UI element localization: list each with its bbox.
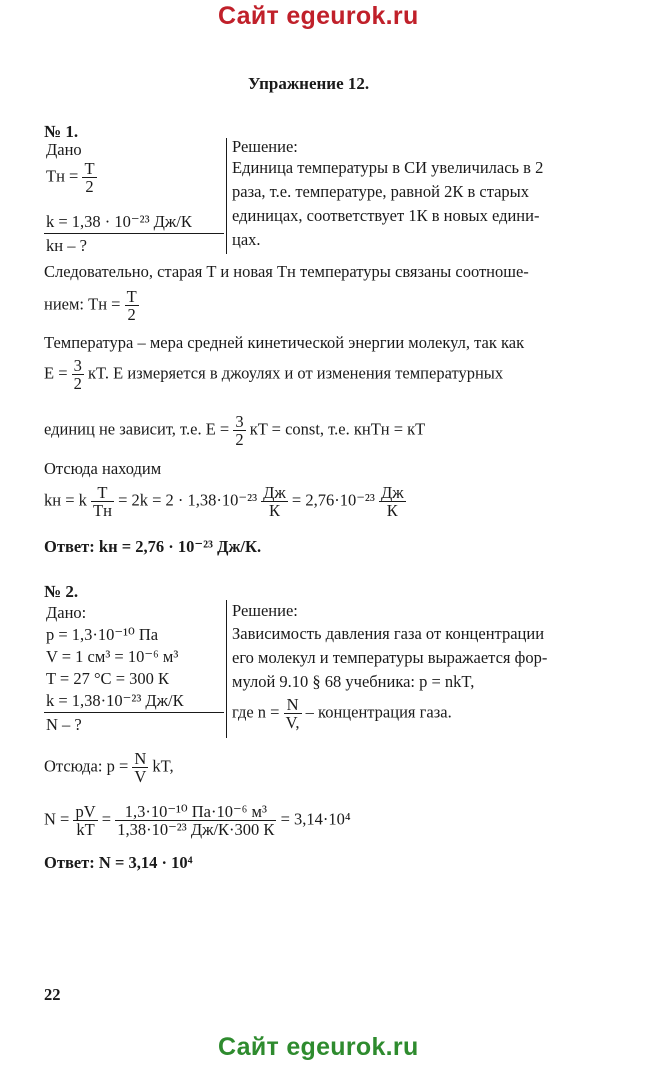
fraction-denominator: 2	[235, 430, 244, 449]
fraction-denominator: Tн	[93, 501, 112, 520]
given-line: T = 27 °C = 300 К	[46, 669, 170, 688]
calc-eq: = 2,76·10⁻²³	[291, 490, 375, 510]
problem-2-number: № 2.	[44, 582, 79, 601]
fraction-numerator: N	[284, 696, 302, 714]
fraction-numerator: T	[126, 287, 137, 306]
given-T-lhs: Tн =	[46, 166, 79, 186]
calc-lhs: kн = k	[44, 490, 87, 510]
energy-lhs: E =	[44, 363, 68, 383]
fraction-denominator: V	[134, 767, 147, 786]
solution-line: единицах, соответствует 1К в новых едини-	[232, 206, 540, 225]
fraction-denominator: kT	[76, 820, 95, 839]
problem-1-find: kн – ?	[46, 236, 87, 255]
solution-where	[232, 696, 452, 731]
fraction-numerator: 1,3·10⁻¹⁰ Па·10⁻⁶ м³	[115, 803, 276, 821]
from-formula	[44, 750, 174, 785]
fraction-denominator: 2	[85, 177, 94, 196]
energy-rest: кT. E измеряется в джоулях и от изменения температурных	[88, 363, 504, 383]
text-line: Температура – мера средней кинетической энергии молекул, так как	[44, 333, 525, 352]
from-prefix: Отсюда: p =	[44, 756, 129, 776]
where-rest: – концентрация газа.	[305, 702, 452, 722]
given-divider	[44, 712, 224, 713]
given-line: p = 1,3·10⁻¹⁰ Па	[46, 625, 159, 644]
calc-fraction-2	[261, 484, 288, 519]
relation-fraction	[125, 288, 139, 323]
problem-1-solution-label: Решение:	[232, 137, 298, 156]
footer-watermark: Сайт egeurok.ru	[218, 1033, 419, 1061]
problem-1-given-k: k = 1,38 · 10⁻²³ Дж/К	[46, 212, 192, 231]
fraction-numerator: N	[134, 749, 147, 768]
fraction-numerator: T	[91, 484, 114, 502]
header-watermark: Сайт egeurok.ru	[218, 2, 419, 30]
given-T-fraction	[82, 160, 96, 195]
fraction-denominator: 1,38·10⁻²³ Дж/К·300 К	[117, 820, 275, 839]
calc-formula	[44, 484, 406, 519]
text-line-const	[44, 413, 425, 448]
solution-line: мулой 9.10 § 68 учебника: p = nkT,	[232, 672, 475, 691]
given-line: k = 1,38·10⁻²³ Дж/К	[46, 691, 184, 710]
problem-1-answer: Ответ: kн = 2,76 · 10⁻²³ Дж/К.	[44, 537, 262, 556]
N-result: = 3,14·10⁴	[280, 809, 351, 829]
text-line-relation	[44, 288, 139, 323]
energy-fraction	[72, 357, 84, 392]
fraction-denominator: V,	[285, 713, 300, 732]
const-fraction	[233, 413, 245, 448]
problem-2-solution-label: Решение:	[232, 601, 298, 620]
problem-1-number: № 1.	[44, 122, 79, 141]
fraction-numerator: 3	[235, 412, 244, 431]
given-line: V = 1 см³ = 10⁻⁶ м³	[46, 647, 179, 666]
relation-prefix: нием: Tн =	[44, 294, 121, 314]
N-formula: N = $\frac{pV}{kT}$ = $\frac{\text{1,3·10⁻¹⁰ Па·10⁻⁶ м³}}{\text{1,38·10⁻²³ Дж/К·300 К}}$ = 3,14·10⁴	[44, 802, 351, 839]
page-title: Упражнение 12.	[248, 74, 370, 93]
const-rest: кT = const, т.е. кнTн = кT	[249, 419, 426, 439]
problem-1-given-T	[46, 160, 97, 195]
problem-2-find: N – ?	[46, 715, 82, 734]
given-divider	[44, 233, 224, 234]
solution-line: его молекул и температуры выражается фор-	[232, 648, 548, 667]
from-rest: kT,	[152, 756, 174, 776]
fraction-numerator: pV	[75, 802, 96, 821]
const-prefix: единиц не зависит, т.е. E =	[44, 419, 230, 439]
fraction-numerator: 3	[73, 356, 82, 375]
calc-fraction-3	[379, 484, 406, 519]
from-fraction	[132, 750, 148, 785]
text-line: Следовательно, старая T и новая Tн температуры связаны соотноше-	[44, 262, 529, 281]
text-line-energy	[44, 357, 503, 392]
calc-fraction-1	[91, 484, 114, 519]
problem-2-given-label: Дано:	[46, 603, 87, 622]
calc-mid: = 2k = 2 · 1,38·10⁻²³	[118, 490, 258, 510]
fraction-numerator: Дж	[263, 483, 286, 502]
N-fraction-1	[73, 803, 97, 838]
solution-line: раза, т.е. температуре, равной 2К в старых	[232, 182, 530, 201]
fraction-denominator: К	[268, 501, 280, 520]
fraction-denominator: 2	[127, 305, 136, 324]
fraction-numerator: Дж	[380, 483, 404, 502]
fraction-numerator: T	[84, 159, 95, 178]
solution-line: цах.	[232, 230, 261, 249]
problem-2-answer: Ответ: N = 3,14 · 10⁴	[44, 853, 193, 872]
where-fraction	[284, 696, 302, 731]
text-line: Отсюда находим	[44, 459, 162, 478]
solution-line: Единица температуры в СИ увеличилась в 2	[232, 158, 544, 177]
given-separator	[226, 600, 227, 738]
solution-line: Зависимость давления газа от концентрации	[232, 624, 545, 643]
where-prefix: где n =	[232, 702, 280, 722]
given-separator	[226, 138, 227, 254]
N-lhs: N =	[44, 809, 70, 829]
N-fraction-2	[115, 803, 276, 838]
fraction-denominator: К	[386, 501, 398, 520]
fraction-denominator: 2	[73, 374, 82, 393]
problem-1-given-label: Дано	[46, 140, 82, 159]
page-number: 22	[44, 985, 61, 1004]
